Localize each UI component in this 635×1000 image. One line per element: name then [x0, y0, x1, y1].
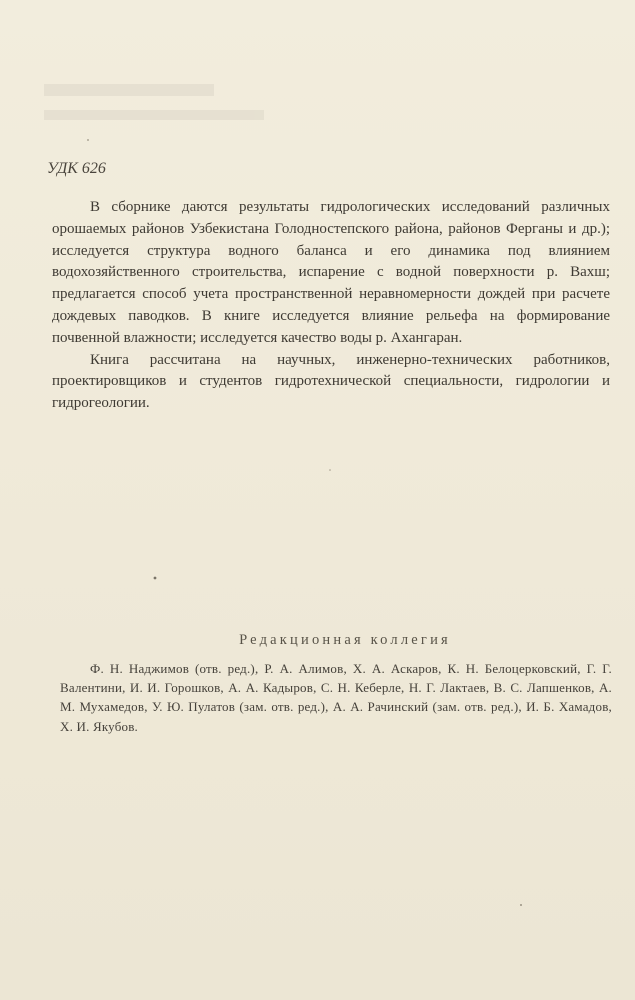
editorial-board-members: Ф. Н. Наджимов (отв. ред.), Р. А. Алимов, Х. А. Аскаров, К. Н. Белоцерковский, Г. Г. Валентини, И. И. Горошков, А. А. Кадыров, С. Н. Кеберле, Н. Г. Лактаев, В. С. Лапшенков, А. М. Мухамедов, У. Ю. Пулатов (зам. отв. ред.), А. А. Рачинский (зам. отв. ред.), И. Б. Хамадов, Х. И. Якубов. [60, 661, 612, 734]
udk-code: УДК 626 [47, 160, 106, 177]
abstract-paragraph-1: В сборнике даются результаты гидрологических исследований различных орошаемых районов Узбекистана Голодностепского района, районов Ферганы и др.); исследуется структура водного баланса и его динамика под влиянием водохозяйственного строительства, испарение с водной поверхности р. Вахш; предлагается способ учета пространственной неравномерности дождей при расчете дождевых паводков. В книге исследуется влияние рельефа на формирование почвенной влажности; исследуется качество воды р. Ахангаран. [52, 199, 610, 346]
editorial-board-title: Редакционная коллегия [239, 632, 451, 648]
abstract-paragraph-2: Книга рассчитана на научных, инженерно-технических работников, проектировщиков и студентов гидротехнической специальности, гидрологии и гидрогеологии. [52, 351, 610, 412]
